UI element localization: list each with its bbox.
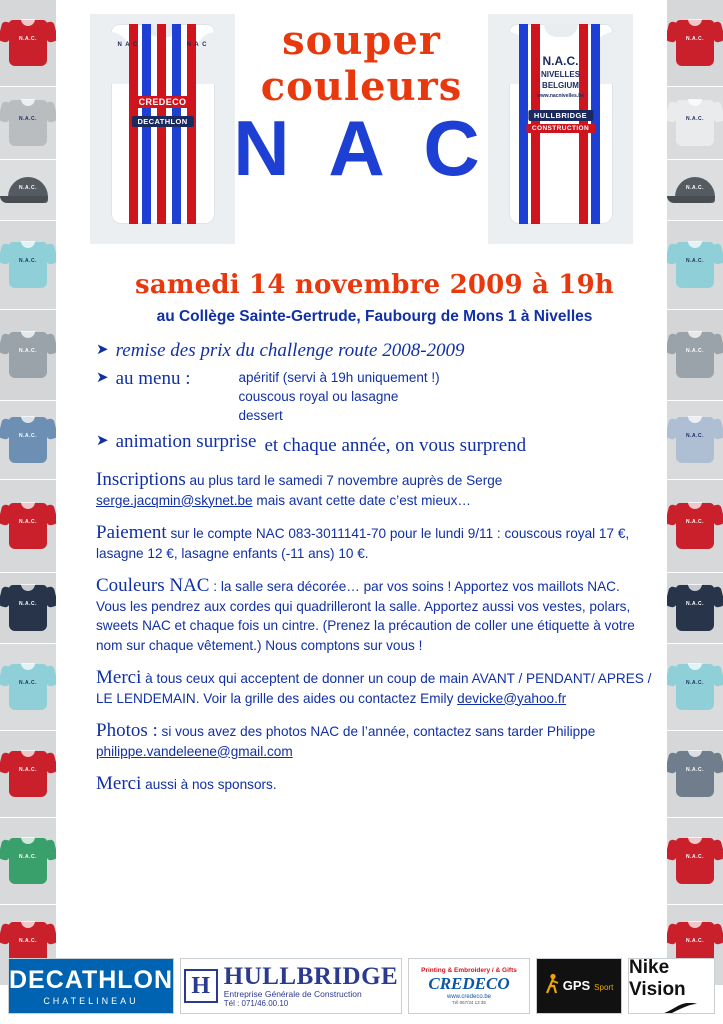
section-couleurs xyxy=(96,576,653,655)
menu-options xyxy=(239,368,440,425)
sponsor-nike-vision[interactable] xyxy=(628,958,715,1014)
collar-shape xyxy=(21,663,35,670)
nac-logo-mark: N.A.C. xyxy=(686,938,704,944)
section-text-after: mais avant cette date c’est mieux… xyxy=(252,492,471,508)
sponsor-hullbridge-name: HULLBRIDGE xyxy=(223,963,399,990)
section-inscriptions xyxy=(96,470,653,510)
runner-icon xyxy=(545,973,559,999)
jersey-right-web: www.nacnivelles.be xyxy=(536,93,585,99)
garment-thumb-right-10 xyxy=(667,818,723,904)
nac-logo-mark: N.A.C. xyxy=(19,348,37,354)
shirt-shape xyxy=(9,100,47,146)
poster-headline xyxy=(212,17,512,192)
garment-thumb-right-0 xyxy=(667,0,723,86)
nac-logo-mark: N.A.C. xyxy=(19,767,37,773)
section-text: à tous ceux qui acceptent de donner un coup de main AVANT / PENDANT/ APRES / LE LENDEMAIN. Voir la grille des aides ou contactez Emily xyxy=(96,671,652,706)
shirt-shape xyxy=(9,664,47,710)
cap-shape xyxy=(675,177,715,203)
nac-logo-mark: N.A.C. xyxy=(19,433,37,439)
shirt-shape xyxy=(9,503,47,549)
collar-shape xyxy=(688,502,702,509)
nac-logo-mark: N.A.C. xyxy=(686,116,704,122)
section-merci-sponsors xyxy=(96,774,653,795)
collar-shape xyxy=(21,502,35,509)
gps-text xyxy=(563,977,614,995)
sponsor-hullbridge[interactable] xyxy=(180,958,402,1014)
nac-logo-mark: N.A.C. xyxy=(686,680,704,686)
nac-logo-mark: N.A.C. xyxy=(19,519,37,525)
garment-thumb-right-9 xyxy=(667,731,723,817)
shirt-shape xyxy=(9,585,47,631)
sponsor-credeco-phone: Tél 067/34 13 35 xyxy=(452,1000,486,1005)
nac-logo-mark: N.A.C. xyxy=(686,433,704,439)
collar-shape xyxy=(688,921,702,928)
arrow-icon: ➤ xyxy=(96,341,109,358)
jersey-left-brand: CREDECO xyxy=(133,96,193,108)
section-photos xyxy=(96,721,653,761)
sponsor-credeco-tag: Printing & Embroidery / & Gifts xyxy=(421,967,517,974)
garment-thumb-left-2 xyxy=(0,160,56,220)
nac-logo-mark: N.A.C. xyxy=(19,185,37,191)
email-link-emily[interactable]: devicke@yahoo.fr xyxy=(457,690,567,706)
jersey-left-vest xyxy=(111,24,215,224)
email-link-philippe[interactable]: philippe.vandeleene@gmail.com xyxy=(96,743,293,759)
garment-thumb-left-9 xyxy=(0,731,56,817)
nac-logo-mark: N.A.C. xyxy=(686,348,704,354)
sponsor-gps-name: GPS xyxy=(562,978,591,993)
jersey-arm-left xyxy=(110,32,130,84)
collar-shape xyxy=(688,750,702,757)
event-date: samedi 14 novembre 2009 à 19h xyxy=(135,270,614,300)
collar-shape xyxy=(688,99,702,106)
collar-shape xyxy=(21,19,35,26)
shirt-shape xyxy=(676,242,714,288)
garment-thumb-right-8 xyxy=(667,644,723,730)
arrow-icon: ➤ xyxy=(96,432,109,449)
section-text: sur le compte NAC 083-3011141-70 pour le lundi 9/11 : couscous royal 17 €, lasagne 12 €, lasagne enfants (-11 ans) 10 €. xyxy=(96,526,630,561)
nac-logo-mark: N.A.C. xyxy=(686,854,704,860)
garment-thumb-left-7 xyxy=(0,573,56,643)
cap-shape xyxy=(8,177,48,203)
shirt-shape xyxy=(676,417,714,463)
email-link-serge[interactable]: serge.jacqmin@skynet.be xyxy=(96,492,253,508)
garment-thumb-left-0 xyxy=(0,0,56,86)
garment-thumb-right-6 xyxy=(667,480,723,572)
shirt-shape xyxy=(9,242,47,288)
sponsor-decathlon-name: DECATHLON xyxy=(8,966,174,994)
jersey-right-sponsor-2: CONSTRUCTION xyxy=(526,124,595,133)
collar-shape xyxy=(688,331,702,338)
bullet-prizes-label: remise des prix du challenge route 2008-2009 xyxy=(115,340,465,361)
section-lead: Merci xyxy=(96,773,142,794)
nac-logo-mark: N.A.C. xyxy=(686,185,704,191)
shirt-shape xyxy=(676,664,714,710)
nac-logo-mark: N.A.C. xyxy=(19,116,37,122)
right-garment-strip xyxy=(667,0,723,944)
collar-shape xyxy=(688,584,702,591)
collar-shape xyxy=(21,837,35,844)
shirt-shape xyxy=(676,751,714,797)
collar-shape xyxy=(688,19,702,26)
shirt-shape xyxy=(676,20,714,66)
bullet-menu-label: au menu : xyxy=(115,368,191,389)
section-lead: Merci xyxy=(96,667,142,688)
title-line-1: souper xyxy=(282,17,441,64)
garment-thumb-right-3 xyxy=(667,221,723,309)
shirt-shape xyxy=(9,332,47,378)
collar-shape xyxy=(21,331,35,338)
section-text: aussi à nos sponsors. xyxy=(141,777,277,792)
collar-shape xyxy=(21,99,35,106)
jersey-left-subbrand: DECATHLON xyxy=(131,116,193,127)
title-nac: N A C xyxy=(233,104,490,192)
collar-shape xyxy=(688,837,702,844)
collar-shape xyxy=(688,241,702,248)
bullet-list xyxy=(96,340,653,457)
shirt-shape xyxy=(676,332,714,378)
shirt-shape xyxy=(676,503,714,549)
nac-logo-mark: N.A.C. xyxy=(686,519,704,525)
jersey-right-club: N.A.C. xyxy=(542,54,579,68)
garment-thumb-right-2 xyxy=(667,160,723,220)
menu-option: couscous royal ou lasagne xyxy=(238,389,399,404)
nac-logo-mark: N.A.C. xyxy=(686,258,704,264)
section-lead: Couleurs NAC xyxy=(96,575,210,596)
garment-thumb-right-4 xyxy=(667,310,723,400)
garment-thumb-left-8 xyxy=(0,644,56,730)
garment-thumb-left-5 xyxy=(0,401,56,479)
arrow-icon: ➤ xyxy=(96,369,109,386)
nac-logo-mark: N.A.C. xyxy=(686,601,704,607)
sponsor-credeco-name: CREDECO xyxy=(428,974,510,993)
nac-logo-mark: N.A.C. xyxy=(686,767,704,773)
bullet-item-menu xyxy=(96,368,653,425)
sponsor-bar xyxy=(8,958,715,1014)
collar-shape xyxy=(21,921,35,928)
garment-thumb-left-3 xyxy=(0,221,56,309)
left-garment-strip xyxy=(0,0,56,944)
garment-thumb-right-7 xyxy=(667,573,723,643)
nac-logo-mark: N.A.C. xyxy=(19,938,37,944)
shirt-shape xyxy=(676,838,714,884)
jersey-right-vest xyxy=(509,24,613,224)
collar-shape xyxy=(21,241,35,248)
poster-body xyxy=(56,270,667,795)
garment-thumb-right-1 xyxy=(667,87,723,159)
collar-shape xyxy=(688,416,702,423)
sponsor-hullbridge-sub: Entreprise Générale de Construction xyxy=(223,989,362,999)
sponsor-decathlon-sub: CHATELINEAU xyxy=(43,996,139,1006)
garment-thumb-left-1 xyxy=(0,87,56,159)
garment-thumb-left-6 xyxy=(0,480,56,572)
sponsor-nike-name: Nike Vision xyxy=(629,958,686,1000)
bullet-animation-label: animation surprise xyxy=(115,431,257,452)
sponsor-credeco-web: www.credeco.be xyxy=(446,994,492,1000)
sponsor-hullbridge-phone: Tél : 071/46.00.10 xyxy=(223,999,289,1008)
hullbridge-text xyxy=(224,964,398,1008)
shirt-shape xyxy=(9,751,47,797)
jersey-left-shoulder-left: N A C xyxy=(117,42,139,48)
bullet-item-prizes xyxy=(96,340,653,362)
event-place: au Collège Sainte-Gertrude, Faubourg de Mons 1 à Nivelles xyxy=(156,308,593,325)
section-text: si vous avez des photos NAC de l’année, contactez sans tarder Philippe xyxy=(157,724,596,739)
jersey-right-sponsor-1: HULLBRIDGE xyxy=(528,110,593,121)
nac-logo-mark: N.A.C. xyxy=(19,854,37,860)
sponsor-credeco[interactable] xyxy=(408,958,530,1014)
collar-shape xyxy=(21,750,35,757)
section-lead: Photos : xyxy=(96,720,158,741)
collar-shape xyxy=(21,416,35,423)
menu-option: dessert xyxy=(238,408,283,423)
sponsor-gps-sub: Sport xyxy=(594,983,614,992)
section-paiement xyxy=(96,523,653,563)
jersey-right-city: NIVELLES xyxy=(540,70,581,79)
nac-logo-mark: N.A.C. xyxy=(19,601,37,607)
nac-logo-mark: N.A.C. xyxy=(686,36,704,42)
section-text: au plus tard le samedi 7 novembre auprès de Serge xyxy=(185,473,503,488)
nac-logo-mark: N.A.C. xyxy=(19,258,37,264)
collar-shape xyxy=(688,663,702,670)
jersey-neck xyxy=(544,24,578,37)
section-lead: Paiement xyxy=(96,522,167,543)
nac-logo-mark: N.A.C. xyxy=(19,36,37,42)
section-merci-aides xyxy=(96,668,653,708)
garment-thumb-right-5 xyxy=(667,401,723,479)
sponsor-gps-sport[interactable] xyxy=(536,958,622,1014)
bullet-item-animation xyxy=(96,431,653,457)
sponsor-decathlon[interactable] xyxy=(8,958,174,1014)
section-lead: Inscriptions xyxy=(96,469,186,490)
collar-shape xyxy=(21,584,35,591)
garment-thumb-left-4 xyxy=(0,310,56,400)
section-text: : la salle sera décorée… par vos soins ! Apportez vos maillots NAC. Vous les pendrez aux cordes qui quadrilleront la salle. Apportez aussi vos vestes, polars, sweets NAC et chaque fois un cintre. (Prenez la précaution de coller une étiquette à votre nom sur chaque vêtement.) Nous comptons sur vous ! xyxy=(96,579,635,653)
shirt-shape xyxy=(9,417,47,463)
swoosh-icon xyxy=(646,1003,698,1015)
jersey-left-shoulder-right: N A C xyxy=(186,42,208,48)
shirt-shape xyxy=(676,585,714,631)
shirt-shape xyxy=(9,20,47,66)
shirt-shape xyxy=(9,838,47,884)
nac-logo-mark: N.A.C. xyxy=(19,680,37,686)
hullbridge-logo-icon: H xyxy=(184,969,218,1003)
menu-option: apéritif (servi à 19h uniquement !) xyxy=(238,370,440,385)
shirt-shape xyxy=(676,100,714,146)
garment-thumb-left-10 xyxy=(0,818,56,904)
bullet-animation-extra: et chaque année, on vous surprend xyxy=(264,435,527,456)
jersey-right-country: BELGIUM xyxy=(542,81,579,90)
title-line-2: couleurs xyxy=(260,63,463,110)
